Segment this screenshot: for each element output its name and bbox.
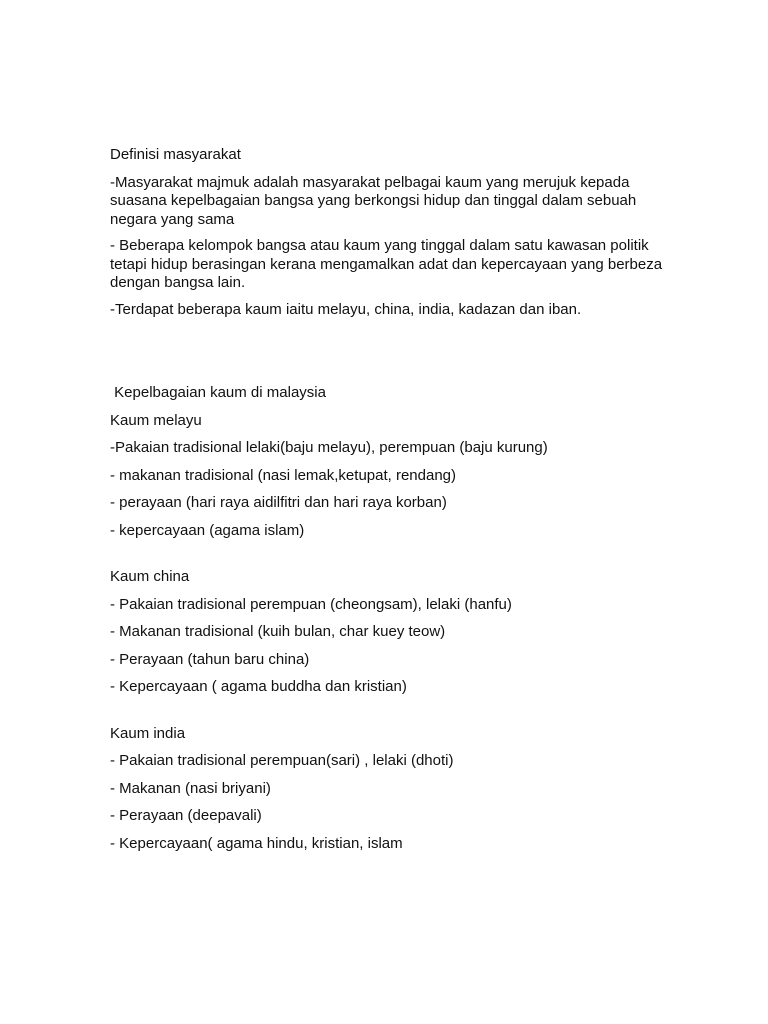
list-item: - Perayaan (deepavali) bbox=[110, 807, 262, 824]
list-item: - kepercayaan (agama islam) bbox=[110, 521, 305, 539]
list-item: - Pakaian tradisional perempuan(sari) , lelaki (dhoti) bbox=[110, 752, 454, 769]
definition-paragraph-2: - Beberapa kelompok bangsa atau kaum yang tinggal dalam satu kawasan politik tetapi hidup berasingan kerana mengamalkan adat dan kepercayaan yang berbeza dengan bangsa lain. bbox=[110, 237, 663, 291]
definition-paragraph-3: -Terdapat beberapa kaum iaitu melayu, china, india, kadazan dan iban. bbox=[110, 300, 582, 318]
group-title-china: Kaum china bbox=[110, 568, 190, 585]
list-item: - Kepercayaan( agama hindu, kristian, islam bbox=[110, 834, 403, 852]
diversity-heading: Kepelbagaian kaum di malaysia bbox=[110, 384, 326, 401]
group-gap bbox=[110, 706, 670, 725]
group-title-melayu: Kaum melayu bbox=[110, 411, 202, 429]
list-item: - Makanan tradisional (kuih bulan, char kuey teow) bbox=[110, 623, 446, 640]
definition-paragraph-1: -Masyarakat majmuk adalah masyarakat pelbagai kaum yang merujuk kepada suasana kepelbagaian bangsa yang berkongsi hidup dan tinggal dalam sebuah negara yang sama bbox=[110, 173, 637, 228]
list-item: - Kepercayaan ( agama buddha dan kristian) bbox=[110, 678, 407, 695]
list-item: - Perayaan (tahun baru china) bbox=[110, 650, 310, 668]
list-item: -Pakaian tradisional lelaki(baju melayu), perempuan (baju kurung) bbox=[110, 439, 548, 456]
document-body bbox=[110, 146, 670, 862]
list-item: - makanan tradisional (nasi lemak,ketupat, rendang) bbox=[110, 466, 457, 484]
list-item: - perayaan (hari raya aidilfitri dan hari raya korban) bbox=[110, 494, 447, 511]
list-item: - Makanan (nasi briyani) bbox=[110, 779, 271, 797]
group-title-india: Kaum india bbox=[110, 724, 186, 742]
section-gap bbox=[110, 328, 670, 384]
group-gap bbox=[110, 549, 670, 568]
definition-heading: Definisi masyarakat bbox=[110, 146, 241, 163]
list-item: - Pakaian tradisional perempuan (cheongsam), lelaki (hanfu) bbox=[110, 595, 512, 613]
